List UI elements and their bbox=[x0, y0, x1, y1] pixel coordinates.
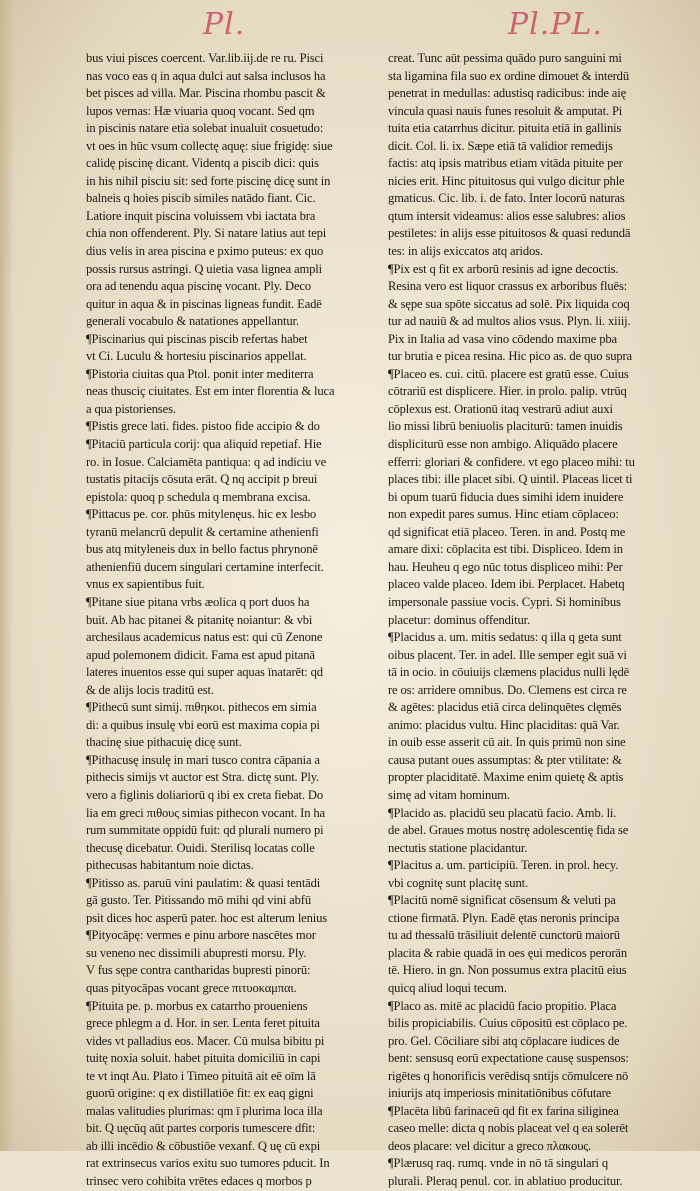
text-line: V fus sępe contra cantharidas bupresti pinorū: bbox=[86, 963, 311, 978]
text-line: bent: sensusq eorū expectatione causę suspensos: bbox=[388, 1051, 629, 1066]
text-line: non expedit pares sumus. Hinc etiam cōplaceo: bbox=[388, 507, 619, 522]
text-line: animo: placidus vultu. Hinc placiditas: quā Var. bbox=[388, 717, 620, 732]
text-line: lia em greci πιθους simias pithecon vocant. In ha bbox=[86, 805, 325, 820]
text-line: ¶Placitus a. um. participiū. Teren. in prol. hecy. bbox=[388, 858, 619, 873]
text-line: te vt inqt Au. Plato i Timeo pituitā ait eē oīm lā bbox=[86, 1068, 316, 1083]
text-line: vbi cognitę sunt placitę sunt. bbox=[388, 875, 528, 890]
text-line: bilis propiciabilis. Cuius cōpositū est cōplaco pe. bbox=[388, 1016, 628, 1031]
text-line: tustatis pitacijs cōsuta erāt. Q nq accipit p breui bbox=[86, 472, 318, 487]
text-line: qd significat etiā placeo. Teren. in and. Postq me bbox=[388, 524, 626, 539]
text-line: tē. Hiero. in gn. Non possumus extra placitū eius bbox=[388, 963, 627, 978]
text-line: factis: atq ipsis matribus etiam vitāda pituite per bbox=[388, 156, 623, 171]
text-line: sta ligamina fila suo ex ordine dimouet & interdū bbox=[388, 68, 629, 83]
text-line: epistola: quoq p schedula q membrana excisa. bbox=[86, 489, 311, 504]
text-line: vincula quasi nauis funes resoluit & amputat. Pi bbox=[388, 103, 623, 118]
text-line: neas thusciç ciuitates. Est em inter florentia & luca bbox=[86, 384, 335, 399]
text-line: su veneno nec dissimili abupresti morsu. Ply. bbox=[86, 945, 307, 960]
text-line: placetur: dominus offenditur. bbox=[388, 612, 530, 627]
text-line: ¶Placido as. placidū seu placatū facio. Amb. li. bbox=[388, 805, 617, 820]
text-line: Latiore inquit piscina voluissem vbi iactata bra bbox=[86, 208, 316, 223]
text-line: lupos vernas: Hæ viuaria quoq vocant. Sed qm bbox=[86, 103, 315, 118]
text-line: impersonale passiue vocis. Cypri. Si hominibus bbox=[388, 594, 621, 609]
text-line: ¶Pithecū sunt simij. πιθηκοι. pithecos em simia bbox=[86, 700, 317, 715]
text-line: hau. Heuheu q ego nūc totus displiceo mihi: Per bbox=[388, 559, 623, 574]
text-line: ¶Pistoria ciuitas qua Ptol. ponit inter mediterra bbox=[86, 366, 314, 381]
text-line: ¶Pitane siue pitana vrbs æolica q port duos ha bbox=[86, 594, 310, 609]
text-line: ¶Pitaciū particula corij: qua aliquid repetiaf. Hie bbox=[86, 437, 322, 452]
text-line: ¶Plærusq raq. rumq. vnde in nō tā singulari q bbox=[388, 1156, 609, 1171]
text-line: ¶Piscinarius qui piscinas piscib refertas habet bbox=[86, 331, 308, 346]
text-line: pro. Gel. Cōciliare sibi atq cōplacare iudices de bbox=[388, 1033, 620, 1048]
text-line: ¶Placēta libū farinaceū qd fit ex farina siliginea bbox=[388, 1103, 619, 1118]
text-line: cōtrariū est displicere. Hier. in prolo. palip. vtrūq bbox=[388, 384, 627, 399]
text-line: apud polemonem didicit. Fama est apud pitanā bbox=[86, 647, 315, 662]
text-line: & de alijs locis traditū est. bbox=[86, 682, 214, 697]
text-line: rum summitate oppidū fuit: qd plurali numero pi bbox=[86, 823, 324, 838]
text-line: cōplexus est. Orationū itaq vestrarū adiut auxi bbox=[388, 401, 613, 416]
text-line: buit. Ab hac pitanei & pitanitę noiantur: & vbi bbox=[86, 612, 313, 627]
text-line: Resina vero est liquor crassus ex arboribus fluēs: bbox=[388, 279, 628, 294]
text-line: chia non offenderent. Ply. Si natare latius aut tepi bbox=[86, 226, 327, 241]
text-line: athenienfiū ducem singulari certamine interfecit. bbox=[86, 559, 324, 574]
text-line: ¶Pituita pe. p. morbus ex catarrho proueniens bbox=[86, 998, 308, 1013]
text-line: ¶Placo as. mitē ac placidū facio propitio. Placa bbox=[388, 998, 617, 1013]
text-line: balneis q hoies piscib similes natādo fiant. Cic. bbox=[86, 191, 316, 206]
text-line: oibus placent. Ter. in adel. Ille semper egit suā vi bbox=[388, 647, 627, 662]
text-line: rigētes q honorificis verēdisq sntijs cōmulcere nō bbox=[388, 1068, 629, 1083]
text-line: rat extrinsecus varios exitu suo tumores pducit. In bbox=[86, 1156, 330, 1171]
text-line: vnus ex sapientibus fuit. bbox=[86, 577, 205, 592]
text-line: propter placiditatē. Maxime enim quietę & aptis bbox=[388, 770, 624, 785]
text-line: tā in ocio. in cōuiuijs clæmens placidus nulli lędē bbox=[388, 665, 630, 680]
text-line: gmaticus. Cic. lib. i. de fato. Inter locorū naturas bbox=[388, 191, 625, 206]
text-line: pithecis simijs vt auctor est Stra. dictę sunt. Ply. bbox=[86, 770, 320, 785]
text-line: placeo valde placeo. Idem ibi. Perplacet. Habetq bbox=[388, 577, 625, 592]
text-line: de abel. Graues motus nostrę adolescentię fida se bbox=[388, 823, 629, 838]
page-edge-shadow bbox=[0, 0, 14, 1151]
text-line: archesilaus academicus natus est: qui cū Zenone bbox=[86, 630, 323, 645]
text-line: tur ad nauiū & ad multos alios vsus. Plyn. li. xiiij. bbox=[388, 314, 631, 329]
text-line: qtum intersit videamus: alios esse salubres: alios bbox=[388, 208, 626, 223]
text-line: pestiletes: in alijs esse pituitosos & quasi redundā bbox=[388, 226, 631, 241]
text-line: creat. Tunc aūt pessima quādo puro sanguini mi bbox=[388, 51, 622, 65]
text-line: psit dices hoc asperū pater. hoc est alterum lenius bbox=[86, 910, 328, 925]
text-line: in his nihil pisciu sit: sed forte piscinę dicę sunt in bbox=[86, 173, 331, 188]
text-line: bus viui pisces coercent. Var.lib.iij.de re ru. Pisci bbox=[86, 51, 324, 65]
text-line: ¶Pix est q fit ex arborū resinis ad igne decoctis. bbox=[388, 261, 619, 276]
text-line: vt oes in hūc vsum collectę aquę: siue frigidę: siue bbox=[86, 138, 333, 153]
text-line: penetrat in medullas: adustisq radicibus: inde aię bbox=[388, 86, 627, 101]
text-line: lio missi librū beniuolis placiturū: tamen inuidis bbox=[388, 419, 623, 434]
text-line: & sępe sua spōte siccatus ad solē. Pix liquida coq bbox=[388, 296, 630, 311]
text-line: ab illi incēdio & cōbustiōe vexanf. Q uę cū expi bbox=[86, 1138, 321, 1153]
text-line: simę ad vitam hominum. bbox=[388, 787, 510, 802]
text-line: quas pityocāpas vocant grece πιτυοκαμπαι. bbox=[86, 980, 297, 995]
text-line: a qua pistorienses. bbox=[86, 401, 176, 416]
text-line: pithecusas habitantum noie dictas. bbox=[86, 858, 254, 873]
text-line: malas valitudies plurimas: qm ī plurima loca illa bbox=[86, 1103, 323, 1118]
text-line: bet pisces ad villa. Mar. Piscina rhombu pascit & bbox=[86, 86, 326, 101]
text-line: in piscinis natare etia solebat inualuit cosuetudo: bbox=[86, 121, 324, 136]
text-line: ro. in Iosue. Calciamēta pantiqua: q ad indiciu ve bbox=[86, 454, 327, 469]
text-line: quitur in aqua & in piscinas ligneas fundit. Eadē bbox=[86, 296, 322, 311]
text-line: generali vocabulo & natationes appellantur. bbox=[86, 314, 299, 329]
text-line: quicq aliud loqui tecum. bbox=[388, 980, 507, 995]
text-line: ¶Pittacus pe. cor. phūs mitylenęus. hic ex lesbo bbox=[86, 507, 317, 522]
text-line: tuitę noxia soluit. habet pituita domiciliū in capi bbox=[86, 1051, 321, 1066]
text-line: nas voco eas q in aqua dulci aut salsa inclusos ha bbox=[86, 68, 326, 83]
text-line: nectutis statione placidantur. bbox=[388, 840, 528, 855]
text-line: tes: in alijs exiccatos atq aridos. bbox=[388, 244, 543, 259]
text-line: ¶Pityocāpę: vermes e pinu arbore nascētes mor bbox=[86, 928, 316, 943]
folio-annotation-left: Pl. bbox=[203, 7, 246, 42]
text-line: nicies erit. Hinc pituitosus qui vulgo dicitur phle bbox=[388, 173, 625, 188]
text-line: dicit. Col. li. ix. Sæpe etiā tā validior remedijs bbox=[388, 138, 613, 153]
text-line: ¶Placitū nomē significat cōsensum & veluti pa bbox=[388, 893, 616, 908]
text-line: vero a figlinis doliariorū q ibi ex creta fiebat. Do bbox=[86, 787, 323, 802]
text-line: causa putant oues assumptas: & pter vtilitate: & bbox=[388, 752, 622, 767]
text-line: Pix in Italia ad vasa vino cōdendo maxime pba bbox=[388, 331, 617, 346]
text-line: thecusę dicebatur. Ouidi. Sterilisq locatas colle bbox=[86, 840, 315, 855]
text-line: vides vt palladius eos. Macer. Cū mulsa bibitu pi bbox=[86, 1033, 325, 1048]
text-line: in ouib esse asserit cū ait. In quis primū non sine bbox=[388, 735, 626, 750]
text-line: thacinę siue pithacuię dicę sunt. bbox=[86, 735, 242, 750]
text-line: trinsec vero cohibita vrētes edaces q morbos p bbox=[86, 1174, 312, 1188]
text-line: re os: arridere omnibus. Do. Clemens est circa re bbox=[388, 682, 627, 697]
text-column-right bbox=[388, 50, 672, 1191]
text-line: caseo melle: dicta q nobis placeat vel q ea solerēt bbox=[388, 1121, 629, 1136]
text-line: places tibi: ille placet sibi. Q uintil. Placeas licet ti bbox=[388, 472, 633, 487]
text-line: & agētes: placidus etiā circa delinquētes clęmēs bbox=[388, 700, 622, 715]
text-line: tur brutia e picea resina. Hic pico as. de quo supra bbox=[388, 349, 632, 364]
text-line: tyranū melancrū depulit & certamine athenienfi bbox=[86, 524, 319, 539]
text-line: efferri: gloriari & confidere. vt ego placeo mihi: tu bbox=[388, 454, 635, 469]
text-line: bus atq mityleneis dux in bello factus phrynonē bbox=[86, 542, 318, 557]
text-line: bi opum tuarū fiducia dues simihi idem inuidere bbox=[388, 489, 624, 504]
text-line: ora ad tenendu aqua piscinę vocant. Ply. Deco bbox=[86, 279, 311, 294]
text-line: placita & rabie quadā in oes ęui medicos perorān bbox=[388, 945, 627, 960]
text-line: plurali. Pleraq penul. cor. in ablatiuo producitur. bbox=[388, 1174, 623, 1188]
text-line: vt Ci. Luculu & hortesiu piscinarios appellat. bbox=[86, 349, 307, 364]
text-line: dius velis in area piscina e pximo puteus: ex quo bbox=[86, 244, 324, 259]
text-line: bit. Q uęcūq aūt partes corporis tumescere dfit: bbox=[86, 1121, 316, 1136]
text-line: lateres inuentos esse qui super aquas īnatarēt: qd bbox=[86, 665, 323, 680]
text-line: tu ad thessalū trāsiliuit delentē cunctorū maiorū bbox=[388, 928, 620, 943]
text-line: guorū origine: q ex distillatiōe fit: ex eaq gigni bbox=[86, 1086, 314, 1101]
text-line: ctione firmatā. Plyn. Eadē ętas neronis principa bbox=[388, 910, 620, 925]
text-line: ¶Placeo es. cui. citū. placere est gratū esse. Cuius bbox=[388, 366, 629, 381]
text-line: displiciturū esse non ambigo. Aliquādo placere bbox=[388, 437, 618, 452]
text-line: iniurijs atq imperiosis minitatiōnibus cōfutare bbox=[388, 1086, 612, 1101]
text-line: di: a quibus insulę vbi eorū est maxima copia pi bbox=[86, 717, 320, 732]
text-line: ¶Pistis grece lati. fides. pistoo fide accipio & do bbox=[86, 419, 320, 434]
text-line: tuita etia catarrhus dicitur. pituita etiā in gallinis bbox=[388, 121, 622, 136]
text-line: calidę piscinę dicant. Videntq a piscib dici: quis bbox=[86, 156, 319, 171]
text-line: possis rursus astringi. Q uietia vasa lignea ampli bbox=[86, 261, 322, 276]
text-line: deos placare: vel dicitur a greco πλακους. bbox=[388, 1138, 592, 1153]
text-line: grece phlegm a d. Hor. in ser. Lenta feret pituita bbox=[86, 1016, 320, 1031]
text-line: ¶Pithacusę insulę in mari tusco contra cāpania a bbox=[86, 752, 320, 767]
text-line: ¶Pitisso as. paruū vini paulatim: & quasi tentādi bbox=[86, 875, 321, 890]
folio-annotation-right: Pl.PL. bbox=[508, 7, 603, 42]
text-line: gā gusto. Ter. Pitissando mō mihi qd vini abfū bbox=[86, 893, 311, 908]
text-line: amare dixi: cōplacita est tibi. Displiceo. Idem in bbox=[388, 542, 623, 557]
text-line: ¶Placidus a. um. mitis sedatus: q illa q geta sunt bbox=[388, 630, 622, 645]
text-column-left bbox=[86, 50, 376, 1191]
